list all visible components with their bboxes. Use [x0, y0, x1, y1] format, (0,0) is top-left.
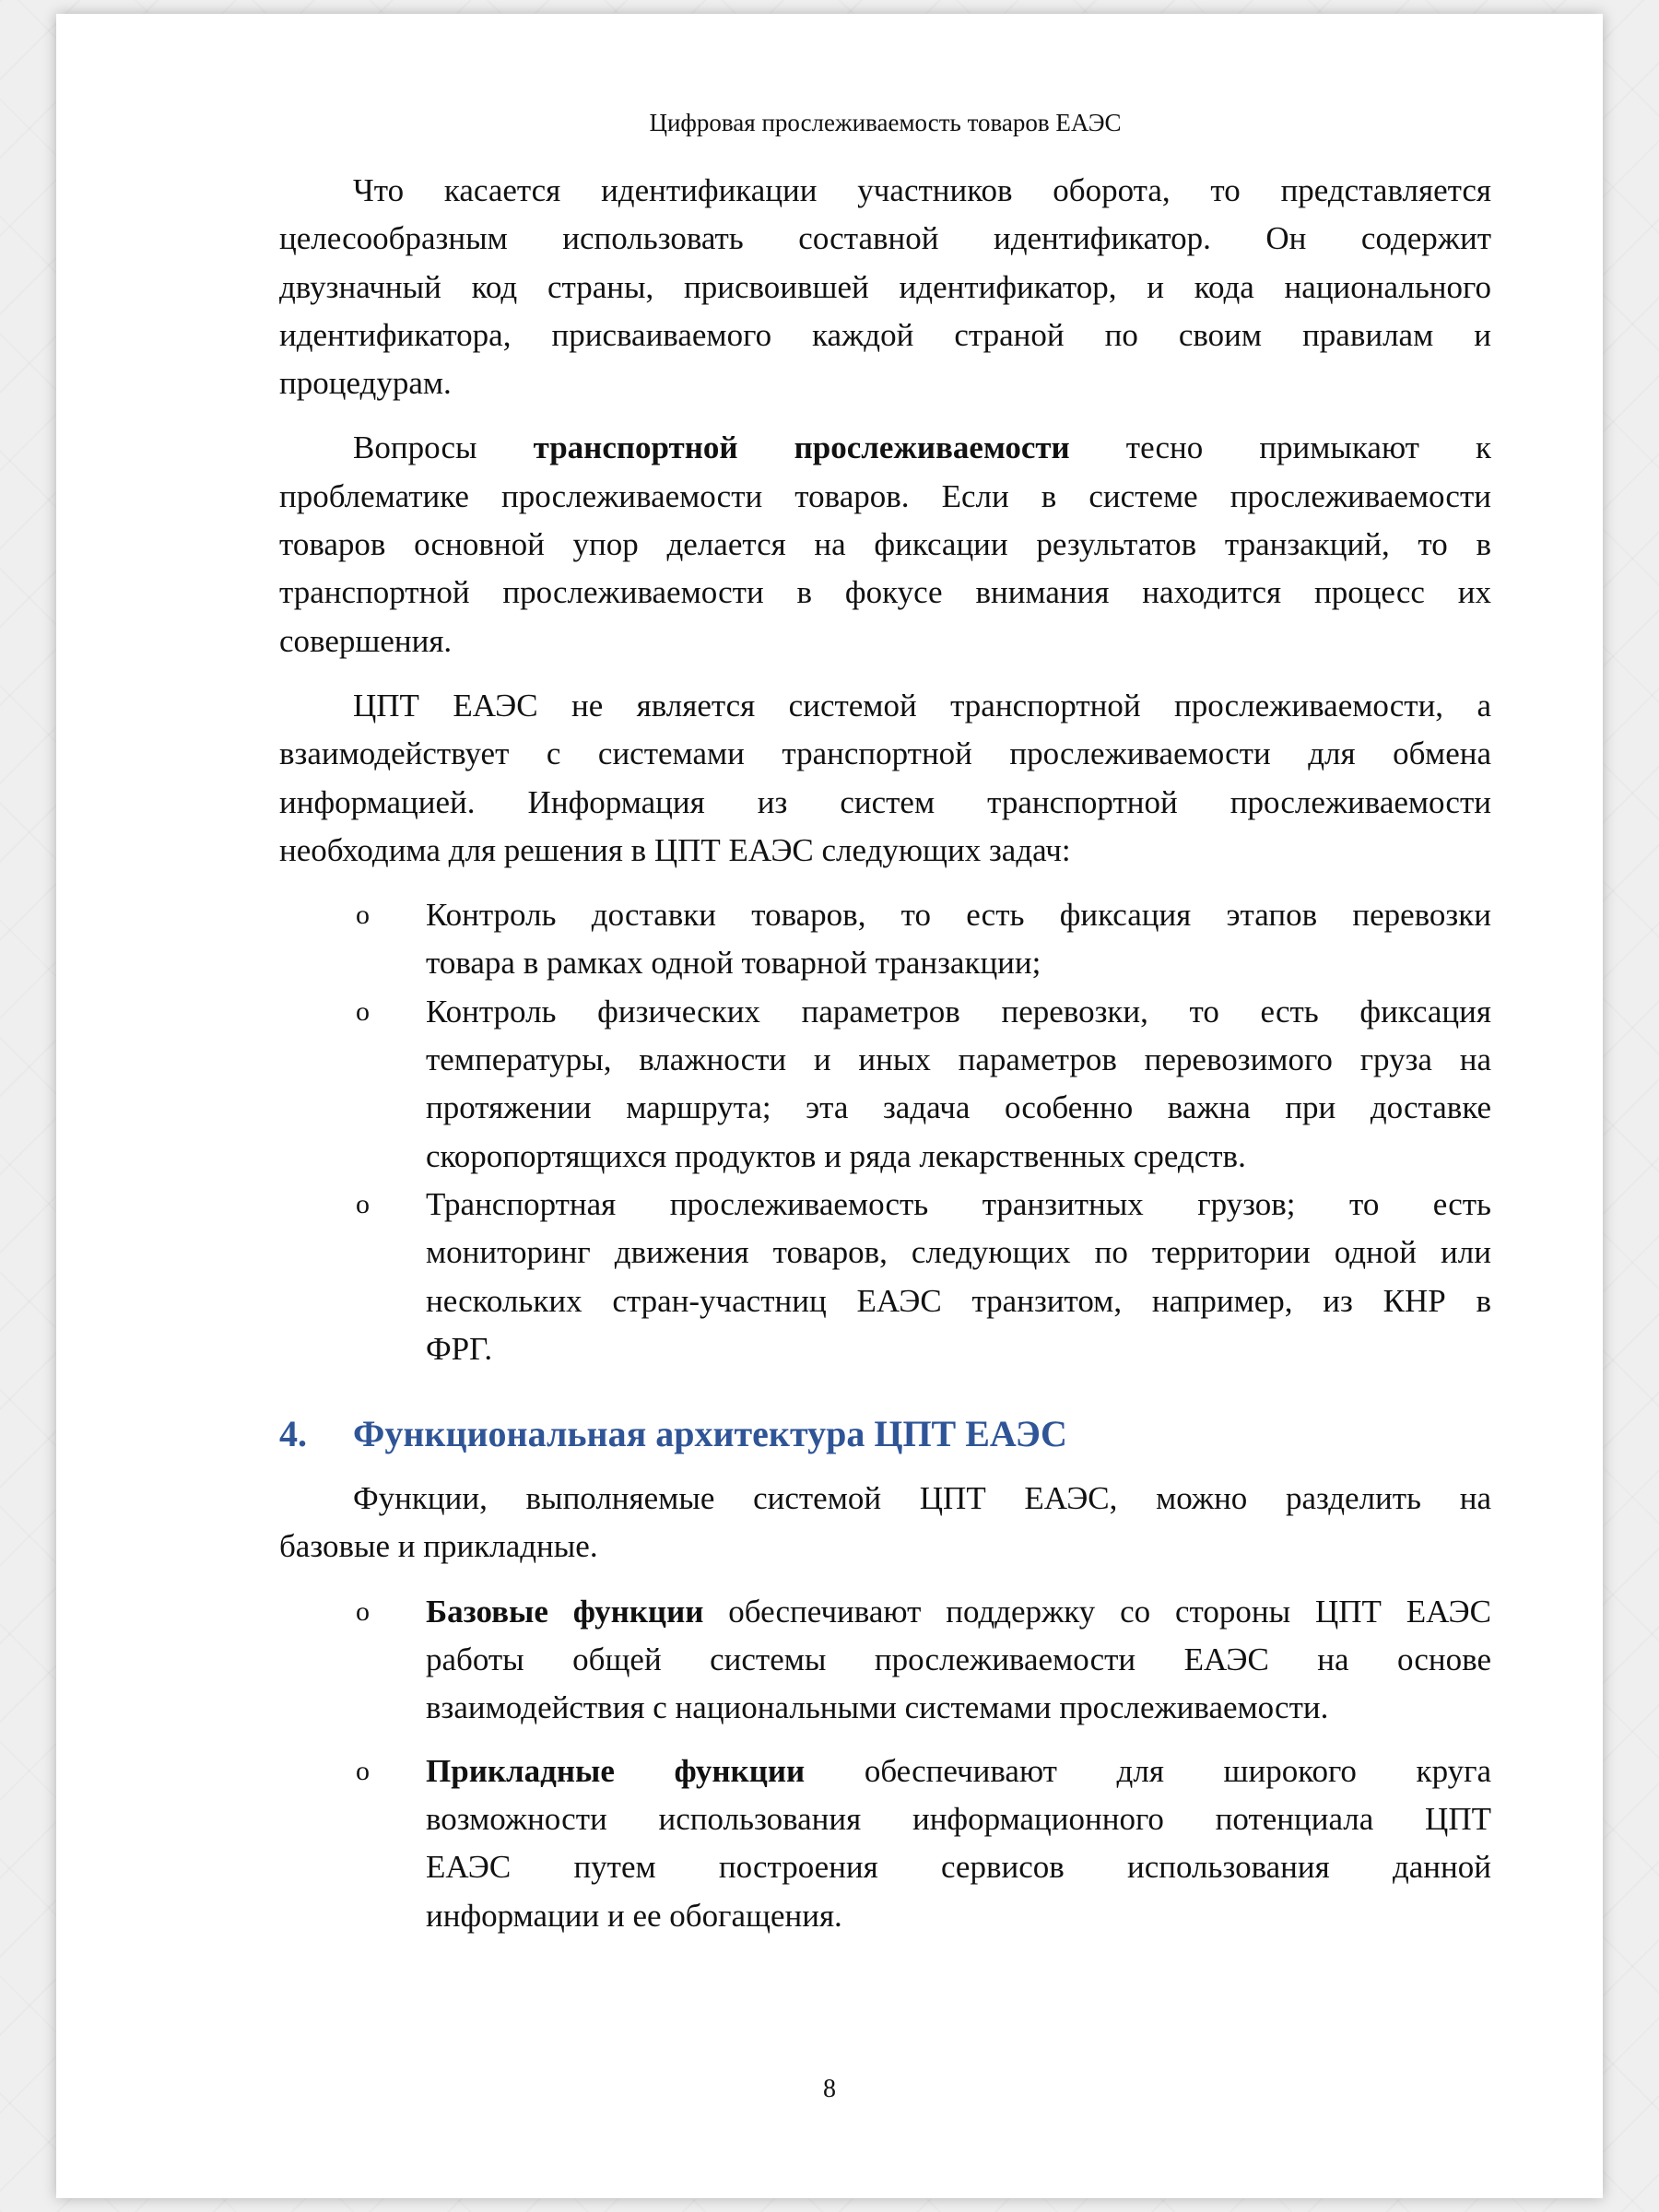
bullet-marker: o [356, 995, 370, 1027]
text-span: идентификатора, присваиваемого каждой страной по своим правилам и [279, 316, 1491, 353]
text-line [426, 1843, 1491, 1891]
document-body [279, 167, 1491, 1940]
bullet-list [279, 1588, 1491, 1940]
text-span: двузначный код страны, присвоившей идентификатор, и кода национального [279, 268, 1491, 305]
text-span: информацией. Информация из систем транспортной прослеживаемости [279, 783, 1491, 820]
text-span: Что касается идентификации участников оборота, то представляется [353, 172, 1491, 208]
text-line [426, 1892, 1491, 1940]
text-line [279, 312, 1491, 359]
text-span: тесно примыкают к [1069, 429, 1492, 466]
bold-term: транспортной прослеживаемости [533, 429, 1070, 466]
text-span: транспортной прослеживаемости в фокусе внимания находится процесс их [279, 574, 1491, 611]
text-line [426, 1133, 1491, 1181]
text-line [279, 1523, 1491, 1571]
text-span: нескольких стран-участниц ЕАЭС транзитом, например, из КНР в [426, 1282, 1491, 1319]
text-span: информации и ее обогащения. [426, 1897, 842, 1934]
text-span: протяжении маршрута; эта задача особенно важна при доставке [426, 1089, 1491, 1126]
text-line [426, 1277, 1491, 1325]
text-span: скоропортящихся продуктов и ряда лекарственных средств. [426, 1137, 1246, 1174]
text-span: целесообразным использовать составной идентификатор. Он содержит [279, 220, 1491, 257]
text-line [426, 1588, 1491, 1636]
text-line [279, 827, 1491, 875]
text-line [279, 424, 1491, 472]
list-item [279, 1588, 1491, 1733]
paragraph [279, 167, 1491, 407]
bullet-marker: o [356, 1188, 370, 1219]
text-span: температуры, влажности и иных параметров перевозимого груза на [426, 1041, 1491, 1078]
section-number: 4. [279, 1413, 307, 1455]
text-span: возможности использования информационного потенциала ЦПТ [426, 1800, 1491, 1837]
text-line [426, 1036, 1491, 1084]
text-line [426, 1084, 1491, 1132]
running-header: Цифровая прослеживаемость товаров ЕАЭС [649, 109, 1122, 136]
text-line [279, 359, 1491, 407]
text-line [426, 891, 1491, 939]
text-span: ФРГ. [426, 1330, 493, 1367]
bullet-marker: o [356, 900, 370, 931]
text-line [426, 1325, 1491, 1373]
text-span: Функции, выполняемые системой ЦПТ ЕАЭС, можно разделить на [353, 1480, 1491, 1517]
text-line [426, 1795, 1491, 1843]
text-line [279, 1475, 1491, 1523]
text-line [279, 618, 1491, 665]
section-title: Функциональная архитектура ЦПТ ЕАЭС [353, 1413, 1067, 1455]
paragraph [279, 424, 1491, 665]
text-span: необходима для решения в ЦПТ ЕАЭС следующих задач: [279, 831, 1071, 868]
bold-term: Прикладные функции [426, 1752, 806, 1789]
page-number: 8 [823, 2075, 836, 2103]
document-page [56, 14, 1603, 2198]
text-line [279, 521, 1491, 569]
text-line [426, 1747, 1491, 1795]
text-line [279, 730, 1491, 778]
page-content [279, 99, 1491, 1940]
text-span: базовые и прикладные. [279, 1528, 598, 1565]
text-line [426, 1684, 1491, 1732]
text-span: товара в рамках одной товарной транзакции; [426, 945, 1041, 982]
text-span: взаимодействия с национальными системами прослеживаемости. [426, 1689, 1329, 1726]
text-line [426, 1181, 1491, 1229]
text-span: совершения. [279, 622, 453, 659]
text-span: работы общей системы прослеживаемости ЕАЭС на основе [426, 1641, 1491, 1678]
bold-term: Базовые функции [426, 1593, 704, 1630]
list-item [279, 988, 1491, 1181]
text-line [426, 939, 1491, 987]
paragraph [279, 1475, 1491, 1571]
text-line [279, 569, 1491, 617]
text-span: Вопросы [353, 429, 534, 466]
text-span: ЕАЭС путем построения сервисов использования данной [426, 1849, 1491, 1886]
text-span: Контроль доставки товаров, то есть фиксация этапов перевозки [426, 897, 1491, 934]
bullet-marker: o [356, 1755, 370, 1786]
text-line [426, 1636, 1491, 1684]
text-line [279, 682, 1491, 730]
text-span: обеспечивают для широкого круга [805, 1752, 1491, 1789]
list-item [279, 891, 1491, 988]
text-span: проблематике прослеживаемости товаров. Если в системе прослеживаемости [279, 477, 1491, 514]
section-heading [279, 1410, 1491, 1458]
text-span: Транспортная прослеживаемость транзитных грузов; то есть [426, 1185, 1491, 1222]
text-line [279, 779, 1491, 827]
list-item [279, 1747, 1491, 1940]
paragraph [279, 682, 1491, 875]
text-line [279, 473, 1491, 521]
text-line [279, 215, 1491, 263]
text-span: ЦПТ ЕАЭС не является системой транспортной прослеживаемости, а [353, 687, 1491, 724]
text-span: обеспечивают поддержку со стороны ЦПТ ЕАЭС [703, 1593, 1491, 1630]
text-span: Контроль физических параметров перевозки, то есть фиксация [426, 993, 1491, 1030]
text-line [426, 1229, 1491, 1277]
text-span: товаров основной упор делается на фиксации результатов транзакций, то в [279, 526, 1491, 563]
text-span: процедурам. [279, 365, 452, 402]
list-item [279, 1181, 1491, 1373]
text-span: взаимодействует с системами транспортной прослеживаемости для обмена [279, 735, 1491, 772]
bullet-list [279, 891, 1491, 1373]
text-span: мониторинг движения товаров, следующих по территории одной или [426, 1234, 1491, 1271]
bullet-marker: o [356, 1595, 370, 1627]
text-line [426, 988, 1491, 1036]
text-line [279, 167, 1491, 215]
text-line [279, 264, 1491, 312]
